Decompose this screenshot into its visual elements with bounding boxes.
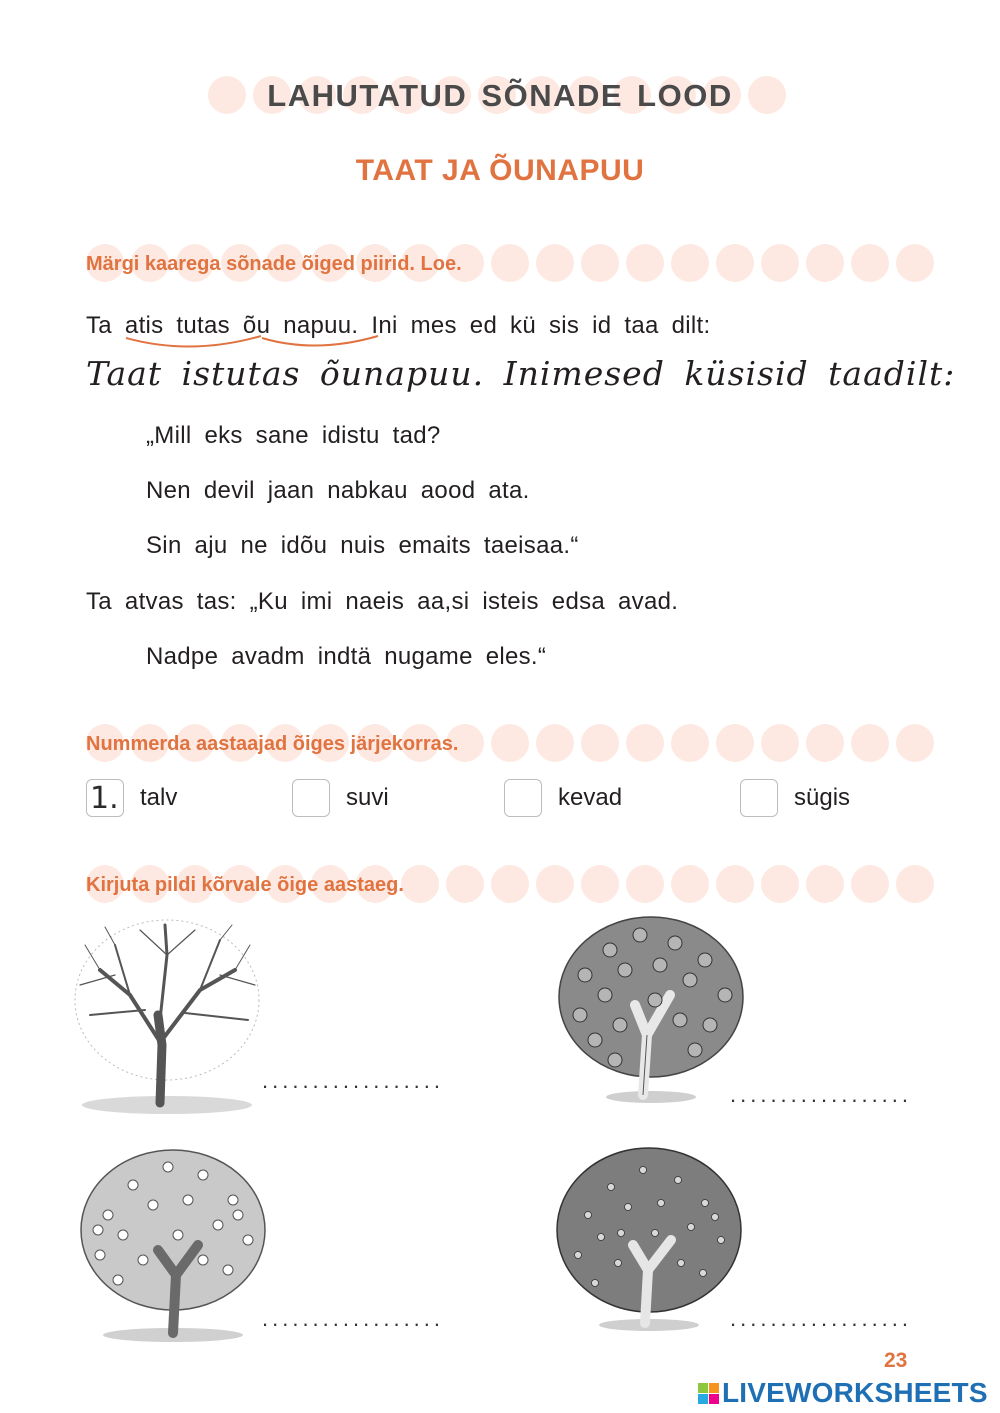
number-value: 1. (90, 781, 119, 816)
brand-name: LIVEWORKSHEETS (722, 1377, 988, 1408)
text-line: Nen devil jaan nabkau aood ata. (146, 477, 530, 504)
number-box[interactable] (740, 779, 778, 817)
autumn-tree-image (555, 915, 747, 1105)
word-boundary-arcs (86, 330, 406, 352)
text-line: Ta atvas tas: „Ku imi naeis aa,si isteis edsa avad. (86, 588, 679, 615)
answer-line[interactable]: .................. (730, 1306, 913, 1331)
season-label: talv (140, 784, 178, 811)
season-item-suvi (292, 778, 389, 818)
season-item-talv (86, 778, 177, 818)
season-label: suvi (346, 784, 389, 811)
season-item-kevad (504, 778, 622, 818)
number-box[interactable] (504, 779, 542, 817)
brand-icon (698, 1383, 719, 1404)
task3-instruction: Kirjuta pildi kõrvale õige aastaeg. (86, 874, 404, 896)
number-box[interactable] (292, 779, 330, 817)
number-box[interactable] (86, 779, 124, 817)
story-title: TAAT JA ÕUNAPUU (355, 154, 645, 187)
liveworksheets-logo[interactable] (698, 1377, 988, 1409)
season-label: kevad (558, 784, 623, 811)
summer-tree-image (553, 1145, 745, 1335)
text-line: Nadpe avadm indtä nugame eles.“ (146, 643, 547, 670)
page-number: 23 (884, 1349, 908, 1372)
season-label: sügis (794, 784, 851, 811)
task1-instruction: Märgi kaarega sõnade õiged piirid. Loe. (86, 253, 462, 275)
answer-line[interactable]: .................. (262, 1068, 445, 1093)
answer-line[interactable]: .................. (262, 1306, 445, 1331)
task2-instruction: Nummerda aastaajad õiges järjekorras. (86, 733, 459, 755)
text-line: Sin aju ne idõu nuis emaits taeisaa.“ (146, 532, 579, 559)
winter-tree-image (70, 915, 265, 1115)
answer-line[interactable]: .................. (730, 1082, 913, 1107)
page-title: LAHUTATUD SÕNADE LOOD (267, 78, 733, 113)
spring-tree-image (78, 1145, 268, 1345)
text-line: „Mill eks sane idistu tad? (146, 422, 441, 449)
example-line: Ta atis tutas õu napuu. Ini mes ed kü sis id taa dilt: (86, 312, 711, 339)
example-cursive: Taat istutas õunapuu. Inimesed küsisid taadilt: (86, 354, 956, 393)
season-item-sugis (740, 778, 850, 818)
